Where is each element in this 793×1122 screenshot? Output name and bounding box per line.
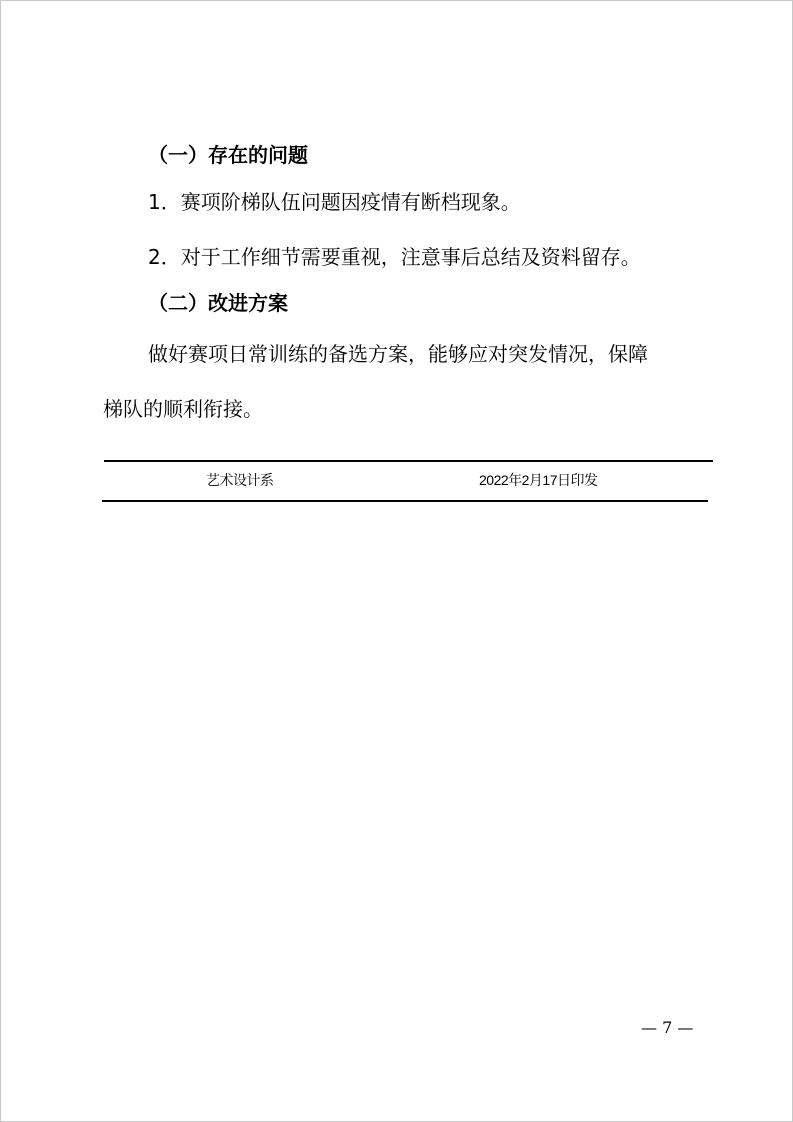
page-number: — 7 — — [641, 1018, 694, 1037]
improvement-paragraph-line-2: 梯队的顺利衔接。 — [103, 397, 263, 421]
improvement-paragraph-line-1: 做好赛项日常训练的备选方案，能够应对突发情况，保障 — [148, 342, 648, 366]
footer-rule-bottom — [102, 500, 708, 502]
section-heading-improvement: （二）改进方案 — [148, 291, 288, 315]
problem-item-2: 2．对于工作细节需要重视，注意事后总结及资料留存。 — [148, 245, 641, 269]
problem-item-1: 1．赛项阶梯队伍问题因疫情有断档现象。 — [148, 190, 521, 214]
issue-date: 2022年2月17日印发 — [479, 472, 598, 488]
section-heading-problems: （一）存在的问题 — [148, 143, 308, 167]
footer-rule-top — [104, 460, 713, 462]
issuer-name: 艺术设计系 — [206, 472, 274, 488]
